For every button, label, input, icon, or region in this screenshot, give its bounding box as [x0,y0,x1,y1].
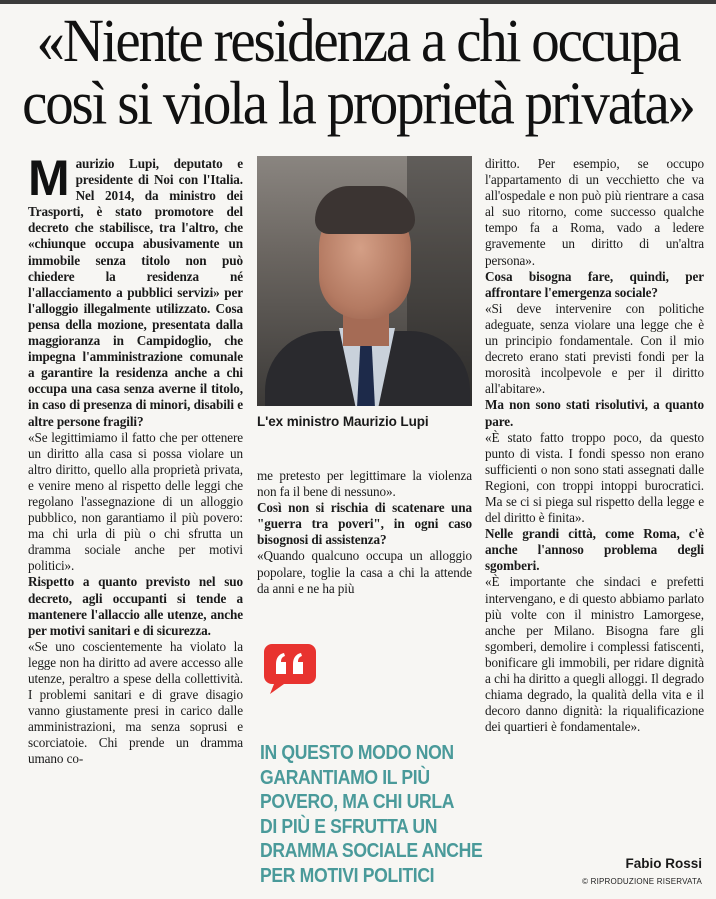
question-3: Così non si rischia di scatenare una "guerra tra poveri", in ogni caso bisognosi di assistenza? [257,500,472,548]
top-rule [0,0,716,4]
answer-1: «Se legittimiamo il fatto che per ottenere un diritto alla casa si possa violare un altro diritto, quello alla proprietà privata, e venire meno al rispetto delle leggi che regolano l'assegnazione di un alloggio pubblico, non garantiamo il più povero: ma chi urla di più o chi sfrutta un dramma sociale anche per motivi politici». [28,429,243,574]
answer-5: «È stato fatto troppo poco, da questo punto di vista. I fondi spesso non erano sufficienti o non sono stati assegnati dalle Regioni, con troppi intoppi burocratici. Ma se ci si piega sul rispetto della legge e del diritto è finita». [485,429,704,526]
author-byline: Fabio Rossi [625,856,702,871]
pull-quote-line: DRAMMA SOCIALE ANCHE [260,840,483,862]
quote-marks-icon [262,640,318,696]
pull-quote-line: POVERO, MA CHI URLA [260,791,455,813]
pull-quote-line: PER MOTIVI POLITICI [260,864,435,887]
answer-6: «È importante che sindaci e prefetti intervengano, e di questo abbiamo parlato più volte con il ministro Lamorgese, anche per Milano. Bisogna fare gli sgomberi, demolire i complessi fatiscenti, bonificare gli immobili, per ridare dignità a chi ha diritto a quegli alloggi. Il degrado chiama degrado, la qualità della vita e il decoro danno dignità: la riqualificazione dei quartieri è fondamentale». [485,574,704,735]
drop-cap: M [28,150,70,206]
answer-2: «Se uno coscientemente ha violato la legge non ha diritto ad avere accesso alle utenze, peraltro a spese della collettività. I problemi sanitari e di grave disagio vanno giustamente presi in carico dalle amministrazioni, ma senza soprusi e scorciatoie. Chi prende un dramma umano co- [28,638,243,767]
intro-question [28,150,243,430]
headline-line-2: così si viola la proprietà privata» [22,69,694,138]
pull-quote [260,741,483,888]
question-2: Rispetto a quanto previsto nel suo decreto, agli occupanti si tende a mantenere l'allaccio alle utenze, anche per motivi sanitari e di sicurezza. [28,574,243,638]
portrait-photo [257,156,472,406]
intro-text: aurizio Lupi, deputato e presidente di Noi con l'Italia. Nel 2014, da ministro dei Trasporti, è stato promotore del decreto che stabilisce, tra l'altro, che «chiunque occupa abusivamente un immobile senza titolo non può chiedere la residenza né l'allacciamento a pubblici servizi» per l'alloggio illegalmente utilizzato. Cosa pensa della mozione, presentata dalla maggioranza in Campidoglio, che impegna l'amministrazione comunale a garantire la residenza anche a chi occupa una casa senza averne il titolo, in caso di presenza di minori, disabili e altre persone fragili? [28,156,243,429]
article-column-3 [485,156,704,735]
headline-line-1: «Niente residenza a chi occupa [36,6,680,75]
answer-4: «Si deve intervenire con politiche adeguate, senza violare una legge che è un principio fondamentale. Con il mio decreto erano stati previsti fondi per la morosità incolpevole e per il diritto all'abitare». [485,300,704,397]
headline [8,6,708,138]
article-column-1 [28,150,243,768]
pull-quote-line: GARANTIAMO IL PIÙ [260,766,430,789]
article-column-2 [257,468,472,597]
photo-caption: L'ex ministro Maurizio Lupi [257,414,429,429]
question-4: Cosa bisogna fare, quindi, per affrontare l'emergenza sociale? [485,268,704,300]
answer-3-continued: diritto. Per esempio, se occupo l'appartamento di un vecchietto che va all'ospedale e non può più rientrare a casa al suo ritorno, come successo qualche tempo fa a Roma, vado a ledere gravemente un diritto di un'altra persona». [485,156,704,268]
answer-2-continued: me pretesto per legittimare la violenza non fa il bene di nessuno». [257,468,472,500]
question-6: Nelle grandi città, come Roma, c'è anche l'annoso problema degli sgomberi. [485,526,704,574]
question-5: Ma non sono stati risolutivi, a quanto pare. [485,397,704,429]
answer-3: «Quando qualcuno occupa un alloggio popolare, toglie la casa a chi la attende da anni e ne ha più [257,548,472,596]
copyright-notice: © RIPRODUZIONE RISERVATA [582,877,702,886]
pull-quote-line: IN QUESTO MODO NON [260,742,454,764]
pull-quote-line: DI PIÙ E SFRUTTA UN [260,815,438,838]
